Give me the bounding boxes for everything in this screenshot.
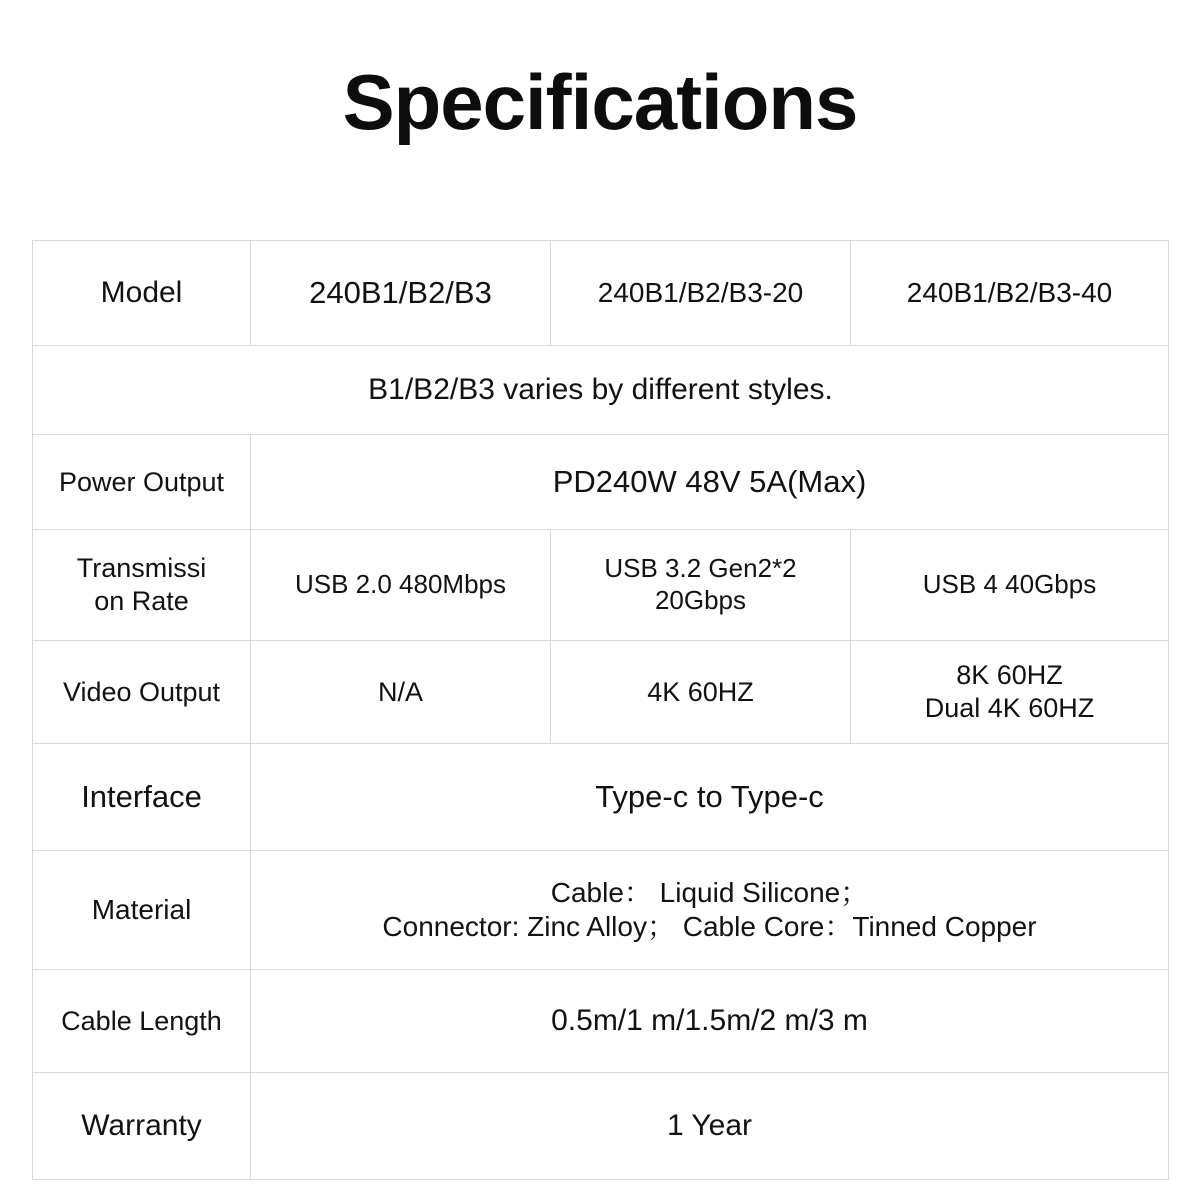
table-row-power-output [33, 435, 1169, 530]
video-value-2: 4K 60HZ [551, 641, 851, 744]
model-value-2: 240B1/B2/B3-20 [551, 241, 851, 346]
transmission-value-2-line2: 20Gbps [654, 585, 747, 615]
page-title: Specifications [342, 58, 858, 146]
specifications-table [32, 240, 1169, 1180]
transmission-label-line2: on Rate [94, 586, 189, 616]
model-value-3: 240B1/B2/B3-40 [851, 241, 1169, 346]
interface-value: Type-c to Type-c [251, 744, 1169, 851]
table-row-cable-length [33, 970, 1169, 1073]
table-row-material [33, 851, 1169, 970]
material-value [251, 851, 1169, 970]
row-label-video-output: Video Output [33, 641, 251, 744]
table-row-interface [33, 744, 1169, 851]
row-label-material: Material [33, 851, 251, 970]
warranty-value: 1 Year [251, 1073, 1169, 1180]
row-label-transmission-rate [33, 530, 251, 641]
transmission-value-3: USB 4 40Gbps [851, 530, 1169, 641]
video-value-1: N/A [251, 641, 551, 744]
table-row-video-output [33, 641, 1169, 744]
cable-length-value: 0.5m/1 m/1.5m/2 m/3 m [251, 970, 1169, 1073]
row-label-model: Model [33, 241, 251, 346]
model-value-1: 240B1/B2/B3 [251, 241, 551, 346]
transmission-value-2-line1: USB 3.2 Gen2*2 [604, 553, 797, 584]
transmission-value-2 [551, 530, 851, 641]
transmission-label-line1: Transmissi [76, 553, 207, 584]
table-row-note [33, 346, 1169, 435]
video-value-3-line1: 8K 60HZ [956, 660, 1063, 691]
transmission-value-1: USB 2.0 480Mbps [251, 530, 551, 641]
power-output-value: PD240W 48V 5A(Max) [251, 435, 1169, 530]
row-label-interface: Interface [33, 744, 251, 851]
row-label-warranty: Warranty [33, 1073, 251, 1180]
table-row-warranty [33, 1073, 1169, 1180]
material-line1: Cable： Liquid Silicone； [550, 876, 869, 908]
video-value-3 [851, 641, 1169, 744]
row-label-cable-length: Cable Length [33, 970, 251, 1073]
video-value-3-line2: Dual 4K 60HZ [924, 693, 1095, 723]
note-text: B1/B2/B3 varies by different styles. [33, 346, 1169, 435]
table-row-transmission-rate [33, 530, 1169, 641]
material-line2: Connector: Zinc Alloy； Cable Core：Tinned Copper [382, 911, 1037, 942]
row-label-power-output: Power Output [33, 435, 251, 530]
table-row-model [33, 241, 1169, 346]
